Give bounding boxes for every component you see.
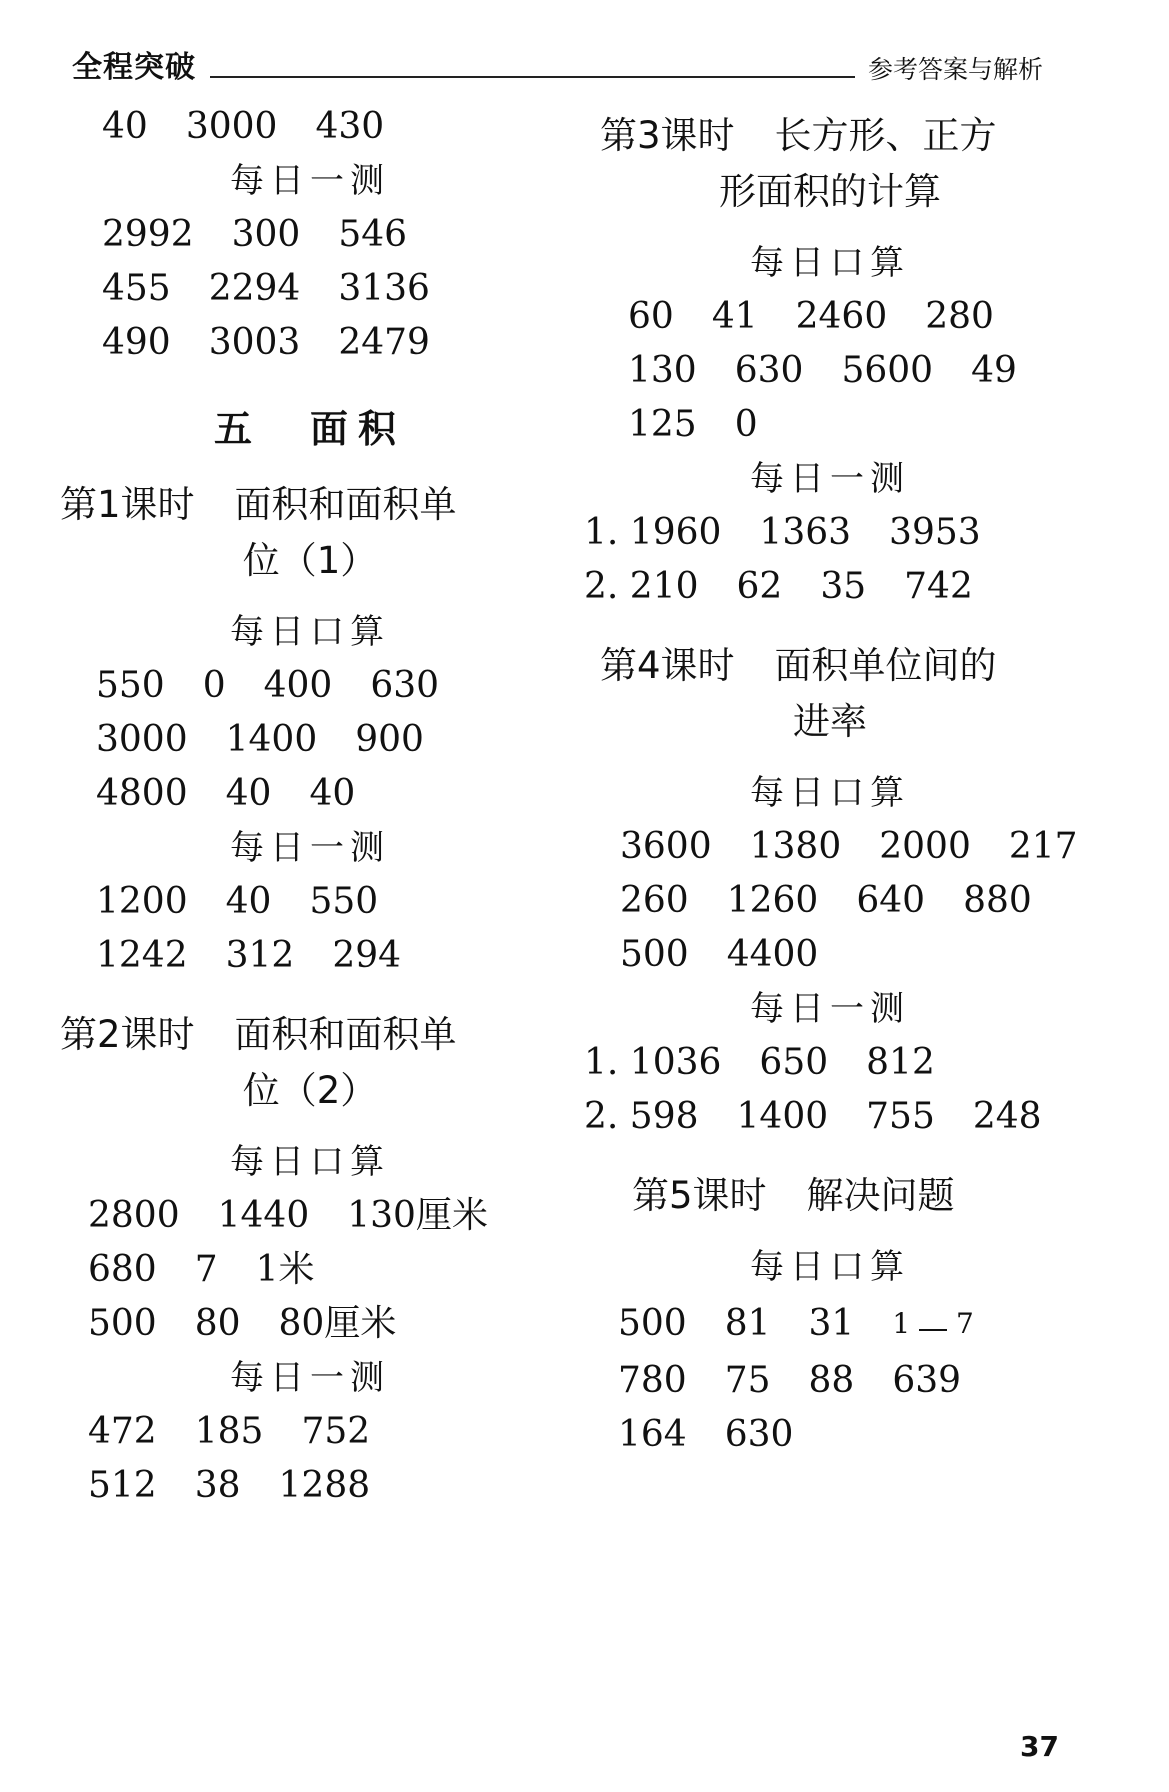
answer-row (570, 398, 1090, 452)
answer-value: 500 (618, 1303, 687, 1344)
answer-value: 490 (102, 322, 171, 363)
answer-row (60, 208, 560, 262)
answer-value: 500 (620, 934, 689, 975)
answer-value: 3000 (96, 719, 188, 760)
lesson-heading (570, 1168, 1090, 1224)
answer-value: 4400 (726, 934, 819, 975)
answer-value: 3953 (889, 512, 981, 553)
lesson-title-cont: 位（2） (242, 1069, 378, 1112)
fraction-denominator: 7 (955, 1307, 974, 1340)
answer-value: 3003 (208, 322, 301, 363)
daily-test-label: 每日一测 (230, 1358, 390, 1398)
answer-value: 550 (309, 881, 379, 922)
lesson-title-cont: 位（1） (242, 539, 378, 582)
answer-value: 742 (904, 566, 973, 607)
lesson-heading (570, 108, 1090, 220)
lesson-title-cont: 形面积的计算 (719, 170, 941, 213)
answer-value: 630 (370, 665, 440, 706)
answer-value: 430 (315, 106, 385, 147)
answer-value: 41 (711, 296, 758, 337)
answer-value: 3136 (338, 268, 430, 309)
answer-value: 75 (724, 1360, 771, 1401)
answer-value: 500 (88, 1303, 157, 1344)
daily-test-label: 每日一测 (230, 161, 390, 201)
answer-value: 62 (736, 566, 783, 607)
lesson-title: 面积单位间的 (774, 644, 997, 687)
answer-value: 900 (355, 719, 424, 760)
answer-value: 650 (759, 1042, 829, 1083)
answer-row (570, 560, 1090, 614)
answer-value: 1380 (749, 826, 842, 867)
answer-value: 1288 (278, 1465, 371, 1506)
answer-row (570, 874, 1090, 928)
answer-value: 35 (820, 566, 867, 607)
left-column (60, 100, 560, 1513)
answer-value: 880 (963, 880, 1032, 921)
right-column (570, 100, 1090, 1462)
answer-value: 630 (734, 350, 804, 391)
lesson-number: 第2课时 (60, 1013, 195, 1056)
answer-row (60, 767, 560, 821)
brand-logo-text: 全程突破 (72, 50, 196, 85)
answer-value: 2479 (338, 322, 430, 363)
answer-value: 40 (225, 773, 272, 814)
answer-value: 80厘米 (278, 1303, 397, 1344)
answer-row (570, 290, 1090, 344)
answer-value: 472 (88, 1411, 157, 1452)
answer-value: 40 (102, 106, 148, 147)
lesson-heading (570, 638, 1090, 750)
answer-value: 2. 598 (584, 1096, 699, 1137)
daily-oral-label: 每日口算 (230, 1142, 390, 1182)
answer-value: 185 (194, 1411, 264, 1452)
answer-row (60, 929, 560, 983)
answer-value: 130 (628, 350, 697, 391)
answer-value: 164 (618, 1414, 687, 1455)
answer-value: 1. 1036 (584, 1042, 722, 1083)
answer-value: 2460 (795, 296, 888, 337)
chapter-title: 五 面积 (213, 407, 406, 451)
answer-value: 1200 (96, 881, 188, 922)
answer-value: 752 (301, 1411, 371, 1452)
answer-value: 2294 (208, 268, 301, 309)
answer-value: 780 (618, 1360, 687, 1401)
answer-row (60, 1297, 560, 1351)
answer-row (570, 928, 1090, 982)
answer-row (60, 659, 560, 713)
daily-oral-label: 每日口算 (750, 1247, 910, 1287)
answer-value: 60 (628, 296, 674, 337)
answer-row (60, 1459, 560, 1513)
answer-row (60, 1405, 560, 1459)
answer-row (570, 1294, 1090, 1354)
answer-row (570, 1090, 1090, 1144)
lesson-heading (60, 1007, 560, 1119)
answer-value: 31 (808, 1303, 855, 1344)
lesson-number: 第4课时 (600, 644, 735, 687)
answer-row (60, 1189, 560, 1243)
answer-value: 1440 (217, 1195, 310, 1236)
daily-oral-label: 每日口算 (750, 243, 910, 283)
answer-row (60, 316, 560, 370)
answer-value: 130厘米 (347, 1195, 488, 1236)
header-rule (210, 76, 855, 78)
answer-value: 512 (88, 1465, 157, 1506)
answer-value: 40 (309, 773, 356, 814)
answer-value: 3000 (185, 106, 278, 147)
lesson-title: 面积和面积单 (234, 483, 457, 526)
answer-row (570, 1036, 1090, 1090)
lesson-title-cont: 进率 (793, 700, 867, 743)
answer-value: 400 (263, 665, 333, 706)
answer-value: 81 (724, 1303, 771, 1344)
answer-row (570, 506, 1090, 560)
lesson-number: 第5课时 (632, 1174, 767, 1217)
answer-row (570, 820, 1090, 874)
lesson-title: 解决问题 (806, 1174, 955, 1217)
answer-value: 260 (620, 880, 689, 921)
answer-value: 2. 210 (584, 566, 699, 607)
answer-value: 640 (856, 880, 926, 921)
section-title: 参考答案与解析 (868, 55, 1044, 84)
answer-value: 680 (88, 1249, 157, 1290)
answer-value: 300 (231, 214, 301, 255)
lesson-number: 第1课时 (60, 483, 195, 526)
answer-row (570, 1354, 1090, 1408)
fraction (892, 1307, 974, 1340)
answer-value: 1米 (255, 1249, 315, 1290)
daily-oral-label: 每日口算 (230, 612, 390, 652)
fraction-bar (919, 1329, 947, 1331)
daily-oral-label: 每日口算 (750, 773, 910, 813)
answer-value: 2800 (88, 1195, 180, 1236)
answer-value: 38 (194, 1465, 241, 1506)
answer-value: 546 (338, 214, 408, 255)
answer-value: 294 (332, 935, 402, 976)
answer-value: 0 (734, 404, 758, 445)
answer-value: 1242 (96, 935, 188, 976)
lesson-number: 第3课时 (600, 114, 735, 157)
answer-value: 3600 (620, 826, 712, 867)
answer-value: 1400 (225, 719, 318, 760)
lesson-title: 面积和面积单 (234, 1013, 457, 1056)
answer-value: 80 (194, 1303, 241, 1344)
answer-value: 49 (971, 350, 1017, 391)
answer-row (60, 100, 560, 154)
answer-value: 1260 (726, 880, 819, 921)
answer-value: 312 (225, 935, 295, 976)
answer-value: 630 (724, 1414, 794, 1455)
answer-value: 1. 1960 (584, 512, 722, 553)
answer-row (60, 875, 560, 929)
answer-value: 0 (202, 665, 226, 706)
answer-value: 550 (96, 665, 165, 706)
answer-value: 1363 (759, 512, 852, 553)
answer-value: 7 (194, 1249, 218, 1290)
answer-value: 125 (628, 404, 697, 445)
answer-value: 1400 (736, 1096, 829, 1137)
answer-row (60, 1243, 560, 1297)
answer-value: 4800 (96, 773, 188, 814)
page-number: 37 (1020, 1730, 1059, 1763)
page-header (0, 0, 1169, 90)
fraction-numerator: 1 (892, 1307, 911, 1340)
answer-value: 217 (1008, 826, 1078, 867)
answer-value: 248 (972, 1096, 1042, 1137)
lesson-heading (60, 477, 560, 589)
answer-row (570, 1408, 1090, 1462)
answer-value: 2000 (879, 826, 971, 867)
daily-test-label: 每日一测 (750, 459, 910, 499)
answer-value: 455 (102, 268, 171, 309)
lesson-title: 长方形、正方 (774, 114, 997, 157)
answer-value: 88 (808, 1360, 855, 1401)
answer-value: 5600 (841, 350, 934, 391)
daily-test-label: 每日一测 (750, 989, 910, 1029)
answer-value: 639 (892, 1360, 962, 1401)
answer-value: 40 (225, 881, 272, 922)
answer-value: 2992 (102, 214, 194, 255)
daily-test-label: 每日一测 (230, 828, 390, 868)
answer-value: 755 (866, 1096, 935, 1137)
answer-value: 280 (925, 296, 994, 337)
answer-row (570, 344, 1090, 398)
answer-value: 812 (866, 1042, 935, 1083)
answer-row (60, 262, 560, 316)
answer-row (60, 713, 560, 767)
